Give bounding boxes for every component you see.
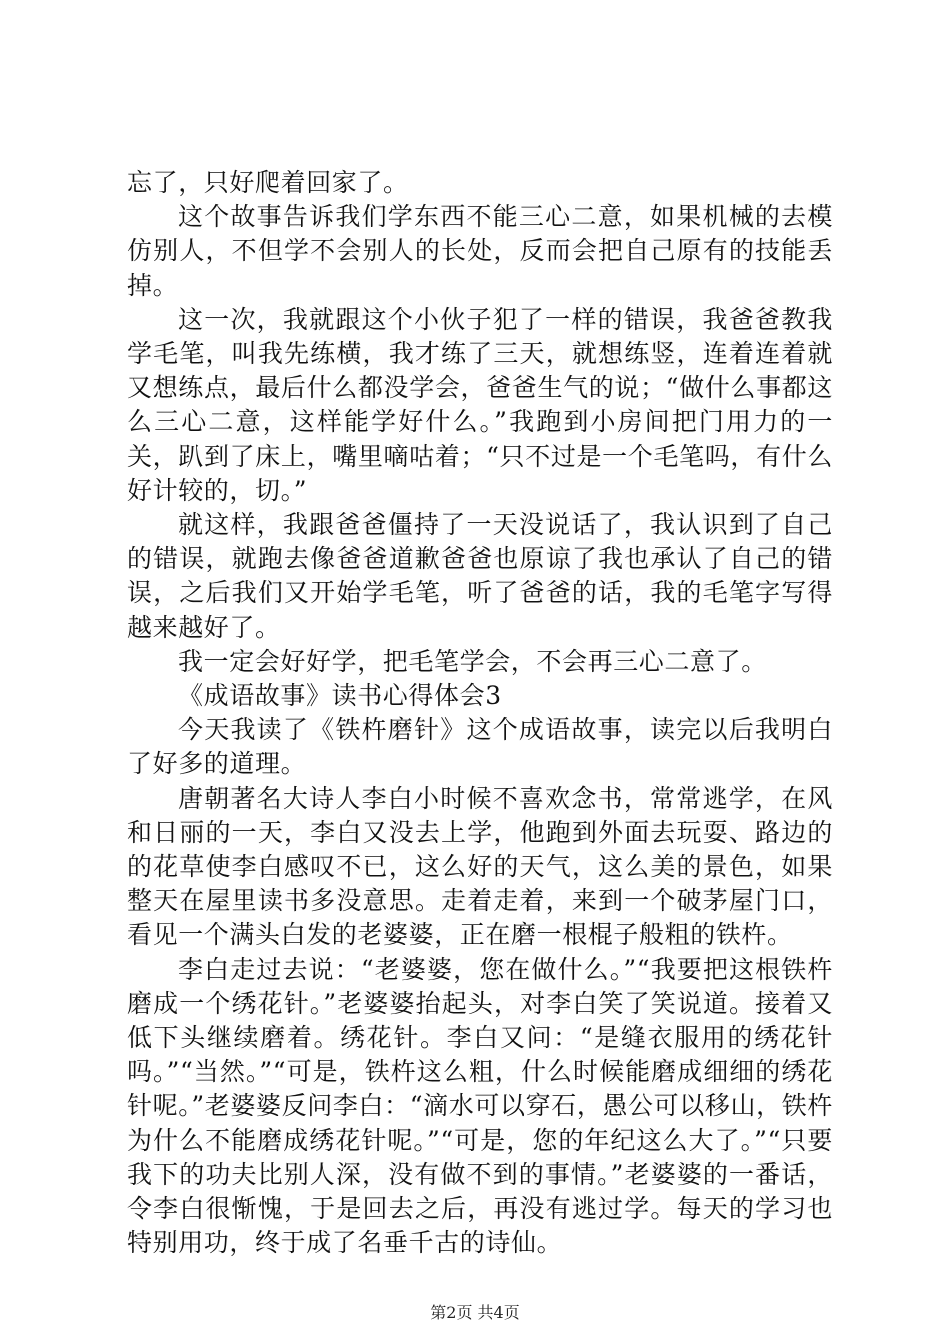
paragraph-3: 这一次，我就跟这个小伙子犯了一样的错误，我爸爸教我学毛笔，叫我先练横，我才练了三天，就想练竖，连着连着就又想练点，最后什么都没学会，爸爸生气的说；“做什么事都这么三心二意，这样能学好什么。”我跑到小房间把门用力的一关，趴到了床上，嘴里嘀咕着；“只不过是一个毛笔吗，有什么好计较的，切。” <box>127 304 833 505</box>
document-body <box>127 166 833 1261</box>
page-footer: 第2页 共4页 <box>430 1303 520 1322</box>
paragraph-5: 我一定会好好学，把毛笔学会，不会再三心二意了。 <box>178 646 767 676</box>
paragraph-1: 忘了，只好爬着回家了。 <box>127 168 409 197</box>
paragraph-9: 李白走过去说：“老婆婆，您在做什么。”“我要把这根铁杵磨成一个绣花针。”老婆婆抬起头，对李白笑了笑说道。接着又低下头继续磨着。绣花针。李白又问：“是缝衣服用的绣花针吗。”“当然。”“可是，铁杵这么粗，什么时候能磨成细细的绣花针呢。”老婆婆反问李白：“滴水可以穿石，愚公可以移山，铁杵为什么不能磨成绣花针呢。”“可是，您的年纪这么大了。”“只要我下的功夫比别人深，没有做不到的事情。”老婆婆的一番话，令李白很惭愧，于是回去之后，再没有逃过学。每天的学习也特别用功，终于成了名垂千古的诗仙。 <box>127 954 833 1258</box>
section-heading: 《成语故事》读书心得体会3 <box>178 681 502 711</box>
paragraph-7: 今天我读了《铁杵磨针》这个成语故事，读完以后我明白了好多的道理。 <box>127 715 833 779</box>
paragraph-2: 这个故事告诉我们学东西不能三心二意，如果机械的去模仿别人，不但学不会别人的长处，反而会把自己原有的技能丢掉。 <box>127 202 833 300</box>
paragraph-8: 唐朝著名大诗人李白小时候不喜欢念书，常常逃学，在风和日丽的一天，李白又没去上学，他跑到外面去玩耍、路边的的花草使李白感叹不已，这么好的天气，这么美的景色，如果整天在屋里读书多没意思。走着走着，来到一个破茅屋门口，看见一个满头白发的老婆婆，正在磨一根棍子般粗的铁杵。 <box>127 783 833 950</box>
paragraph-4: 就这样，我跟爸爸僵持了一天没说话了，我认识到了自己的错误，就跑去像爸爸道歉爸爸也原谅了我也承认了自己的错误，之后我们又开始学毛笔，听了爸爸的话，我的毛笔字写得越来越好了。 <box>127 510 833 642</box>
